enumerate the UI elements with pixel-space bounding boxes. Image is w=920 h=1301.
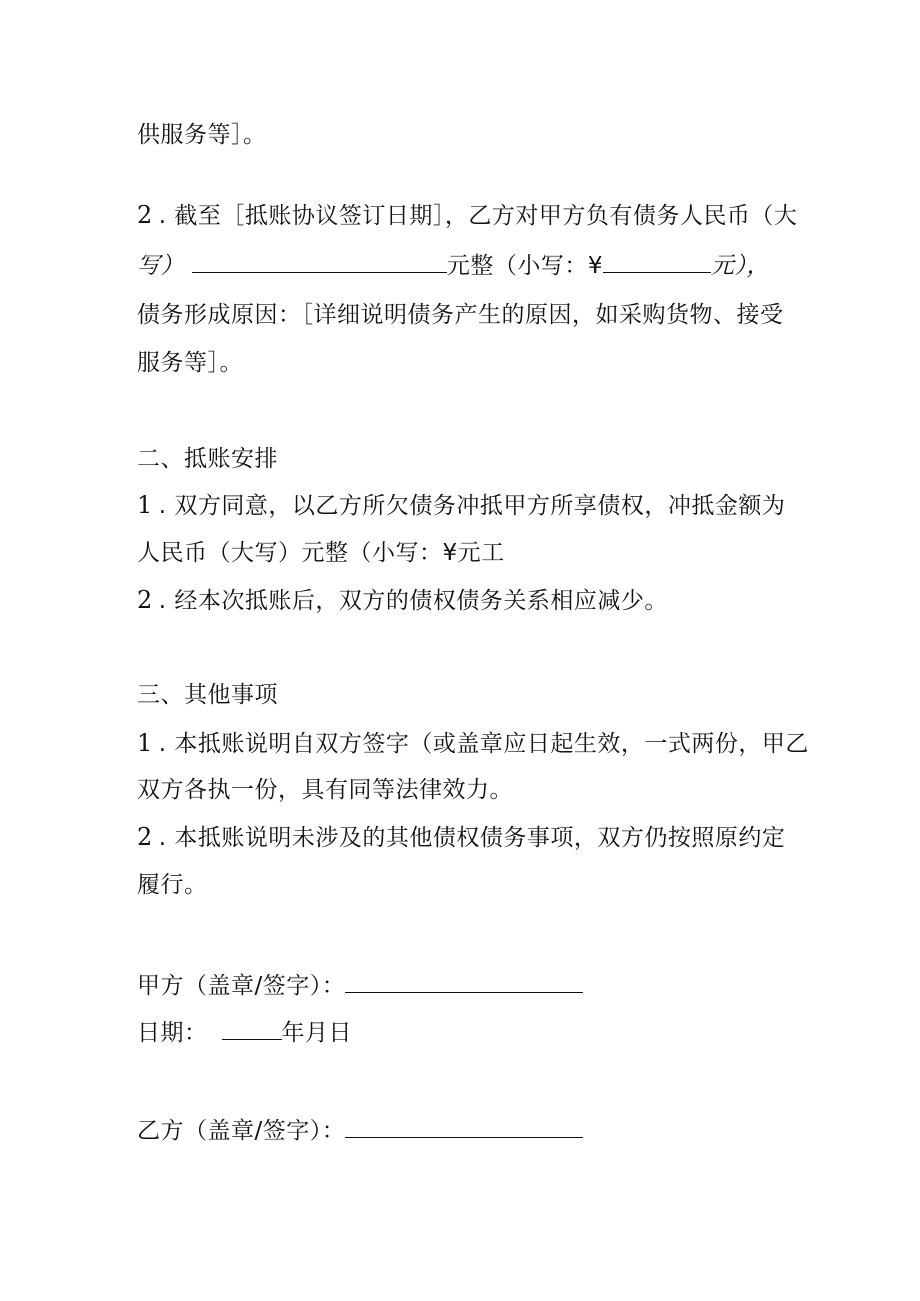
section-2-item-2 xyxy=(137,585,668,616)
amount-uppercase-blank[interactable] xyxy=(192,250,447,273)
item-number: 1 xyxy=(137,729,153,757)
item-number: 2 xyxy=(137,586,153,614)
item-text: . 双方同意，以乙方所欠债务冲抵甲方所享债权，冲抵金额为 xyxy=(158,493,786,519)
clause-text: 元）， xyxy=(710,253,770,279)
continuation-text: 供服务等］。 xyxy=(137,122,267,148)
item-number: 2 xyxy=(137,823,153,851)
clause-2-line-4 xyxy=(137,348,243,378)
item-text: . 本抵账说明自双方签字（或盖章应日起生效，一式两份，甲乙 xyxy=(158,731,809,757)
party-a-label: 甲方（盖章/签字）： xyxy=(137,973,346,999)
clause-number: 2 xyxy=(137,201,153,229)
section-2-heading: 二、抵账安排 xyxy=(137,446,278,472)
item-text: 人民币（大写）元整（小写：¥元工 xyxy=(137,540,505,566)
date-line xyxy=(137,1017,352,1048)
date-suffix: 年月日 xyxy=(281,1020,352,1046)
party-b-signature-line xyxy=(137,1115,583,1146)
date-label: 日期： xyxy=(137,1020,208,1046)
item-text: 双方各执一份，具有同等法律效力。 xyxy=(137,777,513,803)
clause-text: 写） xyxy=(137,253,184,279)
clause-2-line-1 xyxy=(137,200,797,231)
section-2-item-1-line-2 xyxy=(137,538,505,568)
section-3-heading: 三、其他事项 xyxy=(137,682,278,708)
clause-2-line-3 xyxy=(137,300,784,330)
section-3-item-2-line-1 xyxy=(137,822,785,853)
item-text: 履行。 xyxy=(137,872,208,898)
paragraph-line xyxy=(137,120,267,150)
party-b-signature-blank[interactable] xyxy=(345,1115,583,1138)
clause-text: 元整（小写：¥ xyxy=(446,253,603,279)
clause-text: 服务等］。 xyxy=(137,350,243,376)
section-2-item-1-line-1 xyxy=(137,490,785,521)
date-year-blank[interactable] xyxy=(222,1017,282,1040)
item-number: 1 xyxy=(137,491,153,519)
clause-2-line-2 xyxy=(137,250,770,281)
party-a-signature-blank[interactable] xyxy=(345,970,583,993)
section-3-item-1-line-2 xyxy=(137,775,513,805)
item-text: . 经本次抵账后，双方的债权债务关系相应减少。 xyxy=(158,588,668,614)
clause-text: . 截至［抵账协议签订日期］，乙方对甲方负有债务人民币（大 xyxy=(158,203,798,229)
party-a-signature-line xyxy=(137,970,583,1001)
section-3-item-1-line-1 xyxy=(137,728,809,759)
clause-text: 债务形成原因：［详细说明债务产生的原因，如采购货物、接受 xyxy=(137,302,784,328)
section-3-item-2-line-2 xyxy=(137,870,208,900)
party-b-label: 乙方（盖章/签字）： xyxy=(137,1118,346,1144)
section-heading xyxy=(137,680,278,710)
section-heading xyxy=(137,444,278,474)
item-text: . 本抵账说明未涉及的其他债权债务事项，双方仍按照原约定 xyxy=(158,825,786,851)
amount-lowercase-blank[interactable] xyxy=(603,250,711,273)
